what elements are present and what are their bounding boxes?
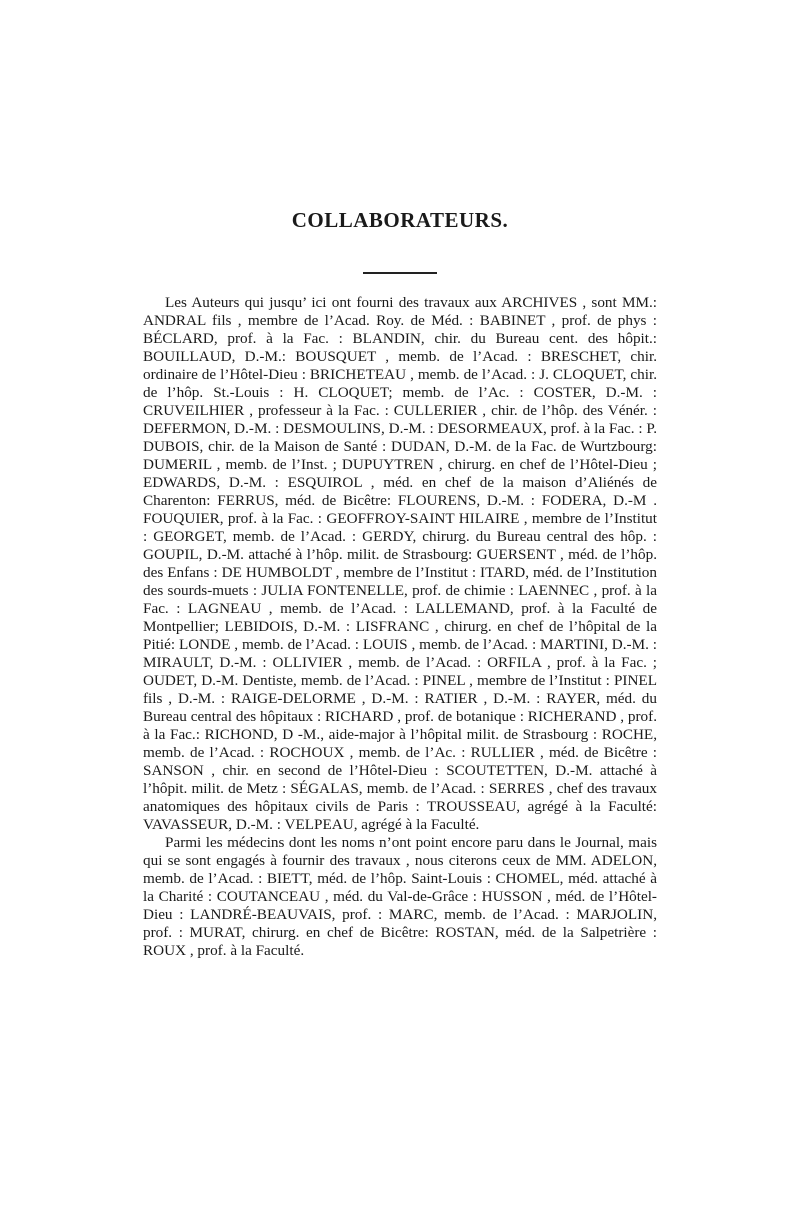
page-title: COLLABORATEURS. — [291, 208, 509, 232]
paragraph-contributors: Les Auteurs qui jusqu’ ici ont fourni des travaux aux ARCHIVES , sont MM.: ANDRAL fils , membre de l’Acad. Roy. de Méd. : BABINET , prof. de phys : BÉCLARD, prof. à la Fac. : BLANDIN, chir. du Bureau cent. des hôpit.: BOUILLAUD, D.-M.: BOUSQUET , memb. de l’Acad. : BRESCHET, chir. ordinaire de l’Hôtel-Dieu : BRICHETEAU , memb. de l’Acad. : J. CLOQUET, chir. de l’hôp. St.-Louis : H. CLOQUET; memb. de l’Ac. : COSTER, D.-M. : CRUVEILHIER , professeur à la Fac. : CULLERIER , chir. de l’hôp. des Vénér. : DEFERMON, D.-M. : DESMOULINS, D.-M. : DESORMEAUX, prof. à la Fac. : P. DUBOIS, chir. de la Maison de Santé : DUDAN, D.-M. de la Fac. de Wurtzbourg: DUMERIL , memb. de l’Inst. ; DUPUYTREN , chirurg. en chef de l’Hôtel-Dieu ; EDWARDS, D.-M. : ESQUIROL , méd. en chef de la maison d’Aliénés de Charenton: FERRUS, méd. de Bicêtre: FLOURENS, D.-M. : FODERA, D.-M . FOUQUIER, prof. à la Fac. : GEOFFROY-SAINT HILAIRE , membre de l’Institut : GEORGET, memb. de l’Acad. : GERDY, chirurg. du Bureau central des hôp. : GOUPIL, D.-M. attaché à l’hôp. milit. de Strasbourg: GUERSENT , méd. de l’hôp. des Enfans : DE HUMBOLDT , membre de l’Institut : ITARD, méd. de l’Institution des sourds-muets : JULIA FONTENELLE, prof. de chimie : LAENNEC , prof. à la Fac. : LAGNEAU , memb. de l’Acad. : LALLEMAND, prof. à la Faculté de Montpellier; LEBIDOIS, D.-M. : LISFRANC , chirurg. en chef de l’hôpital de la Pitié: LONDE , memb. de l’Acad. : LOUIS , memb. de l’Acad. : MARTINI, D.-M. : MIRAULT, D.-M. : OLLIVIER , memb. de l’Acad. : ORFILA , prof. à la Fac. ; OUDET, D.-M. Dentiste, memb. de l’Acad. : PINEL , membre de l’Institut : PINEL fils , D.-M. : RAIGE-DELORME , D.-M. : RATIER , D.-M. : RAYER, méd. du Bureau central des hôpitaux : RICHARD , prof. de botanique : RICHERAND , prof. à la Fac.: RICHOND, D -M., aide-major à l’hôpital milit. de Strasbourg : ROCHE, memb. de l’Acad. : ROCHOUX , memb. de l’Ac. : RULLIER , méd. de Bicêtre : SANSON , chir. en second de l’Hôtel-Dieu : SCOUTETTEN, D.-M. attaché à l’hôpit. milit. de Metz : SÉGALAS, memb. de l’Acad. : SERRES , chef des travaux anatomiques des hôpitaux civils de Paris : TROUSSEAU, agrégé à la Faculté: VAVASSEUR, D.-M. : VELPEAU, agrégé à la Faculté. — [143, 294, 657, 833]
paragraph-future-contributors: Parmi les médecins dont les noms n’ont point encore paru dans le Journal, mais qui se sont engagés à fournir des travaux , nous citerons ceux de MM. ADELON, memb. de l’Acad. : BIETT, méd. de l’hôp. Saint-Louis : CHOMEL, méd. attaché à la Charité : COUTANCEAU , méd. du Val-de-Grâce : HUSSON , méd. de l’Hôtel-Dieu : LANDRÉ-BEAUVAIS, prof. : MARC, memb. de l’Acad. : MARJOLIN, prof. : MURAT, chirurg. en chef de Bicêtre: ROSTAN, méd. de la Salpetrière : ROUX , prof. à la Faculté. — [143, 834, 657, 959]
title-divider — [363, 272, 437, 274]
body-text — [143, 294, 657, 960]
